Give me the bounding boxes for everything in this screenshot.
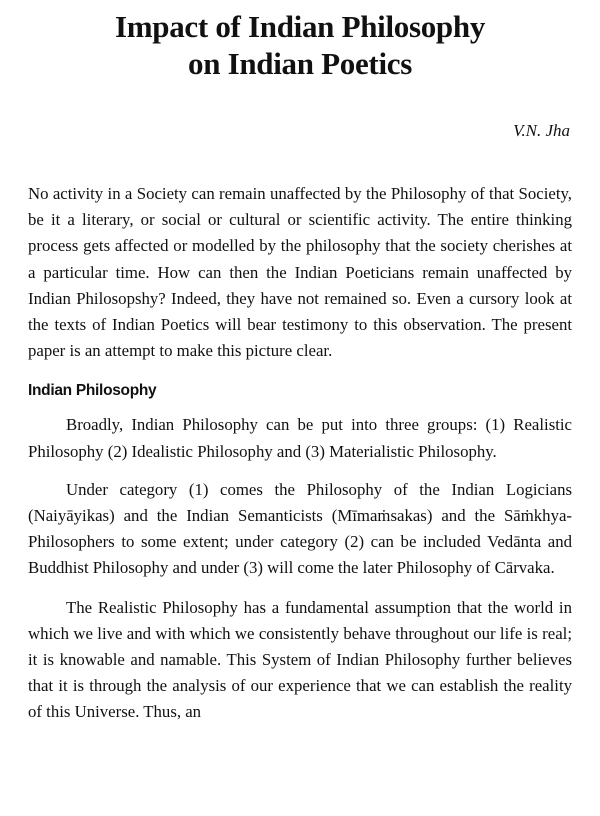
body-paragraph-categories: Under category (1) comes the Philosophy of the Indian Logicians (Naiyāyikas) and the Indian Semanticists (Mīmaṁsakas) and the Sāṁkhya-Philosophers to some extent; under category (2) can be included Vedānta and Buddhist Philosophy and under (3) will come the later Philosophy of Cārvaka.	[28, 479, 572, 578]
body-paragraph-realistic: The Realistic Philosophy has a fundamental assumption that the world in which we live and with which we consistently behave throughout our life is real; it is knowable and namable. This System of Indian Philosophy further believes that it is through the analysis of our experience that we can establish the reality of this Universe. Thus, an	[28, 597, 572, 722]
intro-paragraph: No activity in a Society can remain unaffected by the Philosophy of that Society, be it a literary, or social or cultural or scientific activity. The entire thinking process gets affected or modelled by the philosophy that the society cherishes at a particular time. How can then the Indian Poeticians remain unaffected by Indian Philosopshy? Indeed, they have not remained so. Even a cursory look at the texts of Indian Poetics will bear testimony to this observation. The present paper is an attempt to make this picture clear.	[28, 184, 572, 361]
title-line-1: Impact of Indian Philosophy	[114, 9, 486, 44]
body-paragraph-groups: Broadly, Indian Philosophy can be put into three groups: (1) Realistic Philosophy (2) Idealistic Philosophy and (3) Materialistic Philosophy.	[28, 415, 572, 461]
author-name: V.N. Jha	[513, 121, 570, 140]
section-heading: Indian Philosophy	[28, 382, 157, 400]
document-title	[28, 8, 572, 82]
title-line-2: on Indian Poetics	[188, 46, 412, 81]
